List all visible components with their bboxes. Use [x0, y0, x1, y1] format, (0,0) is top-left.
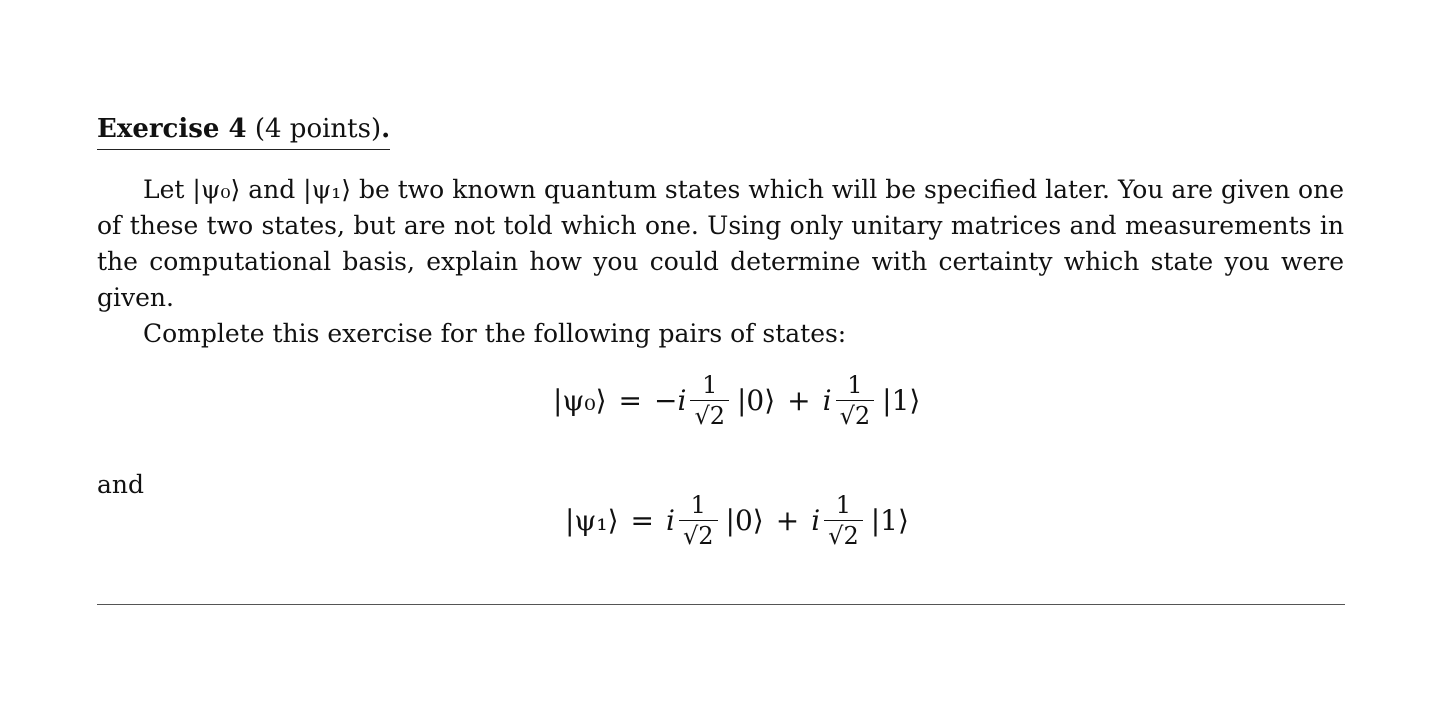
eq2-coef2: i: [811, 504, 821, 537]
eq1-coef1: −i: [654, 384, 687, 417]
eq1-frac2-num: 1: [847, 371, 863, 399]
exercise-heading: [97, 112, 390, 150]
eq1-frac1-num: 1: [702, 371, 718, 399]
eq2-frac1-den: √2: [679, 520, 718, 551]
eq2-lhs: |ψ₁⟩: [565, 504, 619, 537]
exercise-block: [97, 112, 1344, 352]
exercise-title: Exercise 4: [97, 114, 247, 144]
eq2-plus: +: [775, 504, 800, 537]
eq1-frac1: [690, 370, 729, 431]
eq1-ket1: |1⟩: [882, 384, 921, 417]
exercise-points: (4 points): [246, 114, 382, 144]
problem-statement: Let |ψ₀⟩ and |ψ₁⟩ be two known quantum states which will be specified later. You are given one of these two states, but are not told which one. Using only unitary matrices and measurements in the computational basis, explain how you could determine with certainty which state you were given.: [97, 175, 1344, 312]
eq1-frac1-den: √2: [690, 400, 729, 431]
eq2-frac2: [824, 490, 863, 551]
eq2-frac2-num: 1: [835, 491, 852, 519]
eq2-coef1: i: [666, 504, 675, 537]
eq1-frac2-den: √2: [836, 400, 875, 431]
eq1-lhs: |ψ₀⟩: [553, 384, 607, 417]
eq1-coef2: i: [822, 384, 832, 417]
instruction-text: Complete this exercise for the following pairs of states:: [143, 319, 847, 348]
connector-and: and: [97, 470, 145, 499]
eq1-ket0: |0⟩: [737, 384, 776, 417]
eq2-equals: =: [630, 504, 655, 537]
eq2-frac1: [679, 490, 718, 551]
exercise-title-dot: .: [381, 114, 391, 144]
equation-psi1: [563, 490, 911, 551]
eq1-plus: +: [787, 384, 811, 417]
eq2-ket0: |0⟩: [725, 504, 764, 537]
eq2-ket1: |1⟩: [870, 504, 909, 537]
eq1-equals: =: [618, 384, 643, 417]
equation-psi0: [551, 370, 922, 431]
eq2-frac1-num: 1: [690, 491, 706, 519]
eq2-frac2-den: √2: [824, 520, 863, 551]
bottom-divider: [97, 604, 1345, 605]
eq1-frac2: [836, 370, 875, 431]
